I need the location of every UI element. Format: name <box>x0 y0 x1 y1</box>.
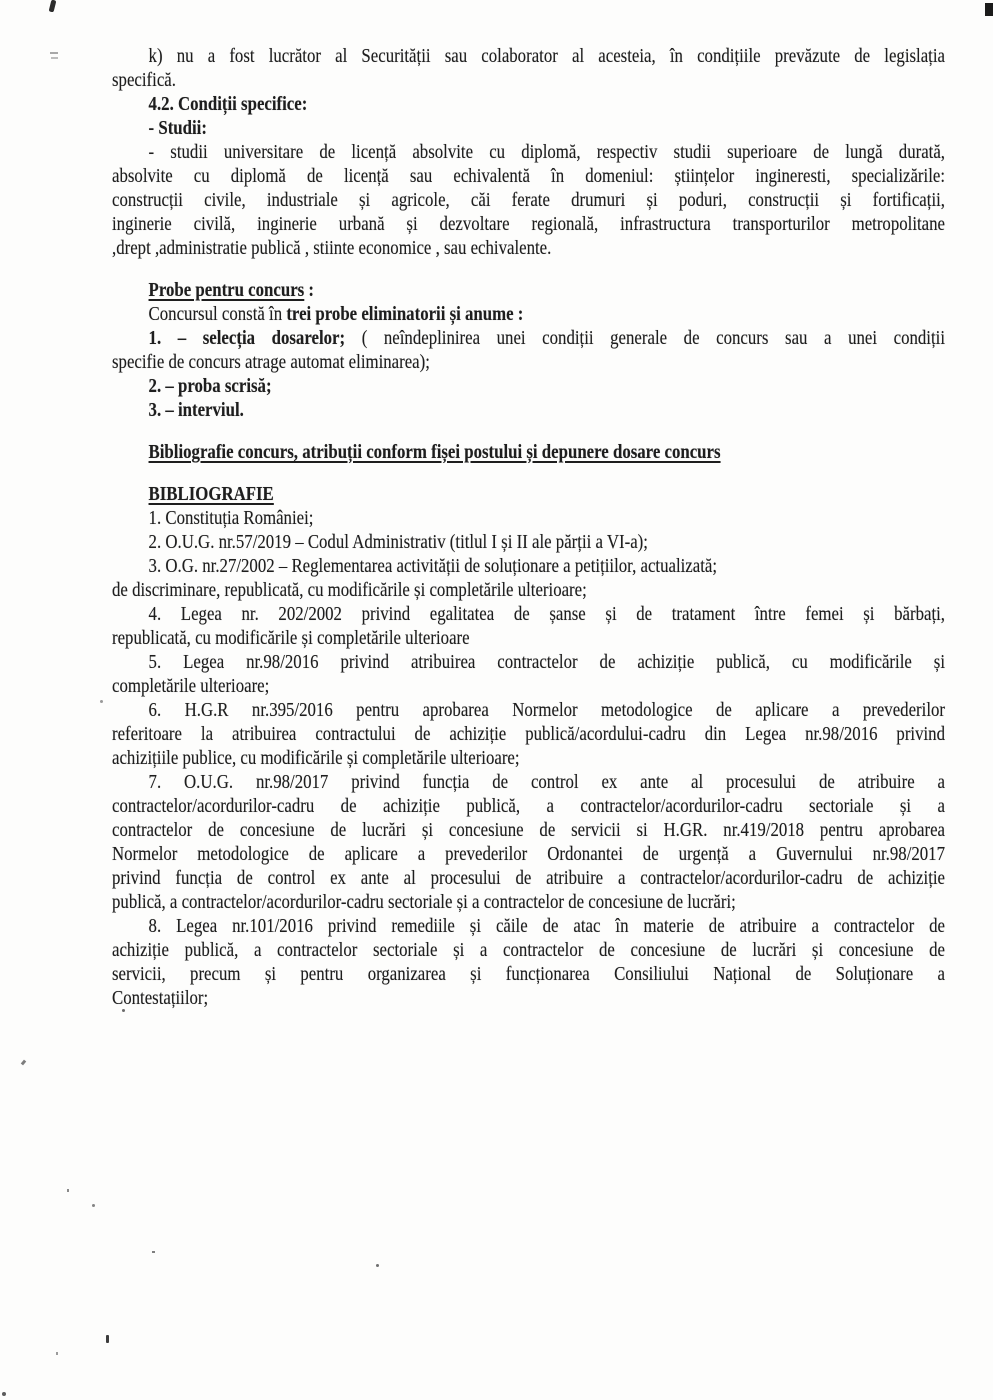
text-segment: 6. H.G.R nr.395/2016 pentru aprobarea Normelor metodologice de aplicare a prevederilor <box>148 699 946 721</box>
text-line <box>112 374 945 398</box>
text-segment: 4.2. Condiții specifice: <box>148 93 308 115</box>
edge-mark <box>985 3 993 16</box>
studii-details <box>112 140 945 260</box>
proba-selectia-dosarelor <box>112 326 945 374</box>
text-line <box>112 914 945 938</box>
text-segment: 8. Legea nr.101/2016 privind remediile și căile de atac în materie de atribuire a contractelor de <box>148 915 946 937</box>
bib-item-5 <box>112 650 945 698</box>
scan-speckle <box>21 1060 27 1066</box>
text-line <box>112 440 945 464</box>
text-segment: ,drept ,administratie publică , stiinte economice , sau echivalente. <box>112 237 552 259</box>
text-segment: contractelor/acordurilor-cadru de achiziție publică, a contractelor/acordurilor-cadru sectoriale și a <box>112 795 945 817</box>
text-segment: specifie de concurs atrage automat eliminarea); <box>112 351 430 373</box>
text-segment: 3. O.G. nr.27/2002 – Reglementarea activității de soluționare a petițiilor, actualizată; <box>148 555 718 577</box>
text-line <box>112 818 945 842</box>
bib-item-3 <box>112 554 945 578</box>
text-segment: de discriminare, republicată, cu modificările și completările ulterioare; <box>112 579 587 601</box>
scan-speckle <box>122 1009 125 1012</box>
scan-smudge <box>50 52 58 54</box>
text-line <box>112 326 945 350</box>
text-segment: privind funcția de control ex ante al procesului de atribuire a contractelor/acordurilor-cadru de achiziție <box>112 867 945 889</box>
text-segment: - studii universitare de licență absolvite cu diplomă, respectiv studii superioare de lungă durată, <box>148 141 946 163</box>
text-line <box>112 278 945 302</box>
bib-item-1 <box>112 506 945 530</box>
blank-line <box>112 260 945 278</box>
text-line <box>112 746 945 770</box>
text-line <box>112 602 945 626</box>
text-line <box>112 398 945 422</box>
text-line <box>112 506 945 530</box>
text-segment: - Studii: <box>148 117 207 139</box>
pen-mark <box>49 0 57 12</box>
text-line <box>112 164 945 188</box>
text-line <box>112 962 945 986</box>
text-line <box>112 140 945 164</box>
text-line <box>112 722 945 746</box>
text-line <box>112 554 945 578</box>
text-segment: Concursul constă în <box>148 303 287 325</box>
text-segment: 5. Legea nr.98/2016 privind atribuirea contractelor de achiziție publică, cu modificările și <box>148 651 946 673</box>
text-line <box>112 116 945 140</box>
heading-studii <box>112 116 945 140</box>
text-segment: completările ulterioare; <box>112 675 270 697</box>
text-segment: Contestațiilor; <box>112 987 209 1009</box>
text-segment: inginerie civilă, inginerie urbană și dezvoltare regională, infrastructura transporturilor metropolitane <box>112 213 945 235</box>
scan-speckle <box>152 1251 155 1253</box>
text-segment: ( neîndeplinirea unei condiții generale de concurs sau a unei condiții <box>345 327 945 349</box>
text-segment: Probe pentru concurs <box>148 279 305 301</box>
text-line <box>112 770 945 794</box>
text-line <box>112 674 945 698</box>
text-line <box>112 302 945 326</box>
text-line <box>112 842 945 866</box>
document-body <box>112 44 945 1010</box>
text-line <box>112 626 945 650</box>
text-segment: achiziție publică, a contractelor sectoriale și a contractelor de concesiune de lucrări și concesiune de <box>112 939 945 961</box>
scan-speckle <box>106 1335 109 1343</box>
text-segment: : <box>304 279 315 301</box>
text-segment: 1. Constituția României; <box>148 507 314 529</box>
heading-bibliografie-concurs <box>112 440 945 464</box>
scan-speckle <box>100 700 103 703</box>
text-segment: trei probe eliminatorii și anume : <box>286 303 524 325</box>
bib-item-2 <box>112 530 945 554</box>
scan-smudge <box>51 57 58 59</box>
probe-intro <box>112 302 945 326</box>
bib-item-3-continuare <box>112 578 945 602</box>
scan-speckle <box>376 1264 379 1267</box>
text-line <box>112 212 945 236</box>
scan-speckle <box>92 1204 95 1207</box>
clause-k <box>112 44 945 92</box>
text-segment: publică, a contractelor/acordurilor-cadru sectoriale și a contractelor de concesiune de lucrări; <box>112 891 736 913</box>
text-line <box>112 578 945 602</box>
text-segment: absolvite cu diplomă de licență sau echivalentă în domeniul: științelor ingineresti, specializările: <box>112 165 945 187</box>
blank-line <box>112 422 945 440</box>
text-line <box>112 938 945 962</box>
text-segment: BIBLIOGRAFIE <box>148 483 274 505</box>
text-line <box>112 698 945 722</box>
text-segment: 2. O.U.G. nr.57/2019 – Codul Administrativ (titlul I și II ale părții a VI-a); <box>148 531 648 553</box>
heading-probe-concurs <box>112 278 945 302</box>
bib-item-6 <box>112 698 945 770</box>
text-line <box>112 68 945 92</box>
bib-item-8 <box>112 914 945 1010</box>
text-segment: construcții civile, industriale și agricole, căi ferate drumuri și poduri, construcții și fortificații, <box>112 189 945 211</box>
text-line <box>112 794 945 818</box>
text-segment: 4. Legea nr. 202/2002 privind egalitatea de șanse și de tratament între femei și bărbați, <box>148 603 946 625</box>
text-line <box>112 350 945 374</box>
text-segment: referitoare la atribuirea contractului de achiziție publică/acordului-cadru din Legea nr.98/2016 privind <box>112 723 945 745</box>
text-segment: 1. – selecția dosarelor; <box>148 327 346 349</box>
text-segment: republicată, cu modificările și completările ulterioare <box>112 627 470 649</box>
text-line <box>112 236 945 260</box>
scan-speckle <box>56 1352 58 1355</box>
bib-item-4 <box>112 602 945 650</box>
text-line <box>112 188 945 212</box>
scan-speckle <box>2 1392 6 1396</box>
scan-speckle <box>67 1189 69 1192</box>
bib-item-7 <box>112 770 945 914</box>
text-segment: specifică. <box>112 69 176 91</box>
heading-bibliografie <box>112 482 945 506</box>
text-segment: Bibliografie concurs, atribuții conform fișei postului și depunere dosare concurs <box>148 441 721 463</box>
text-line <box>112 650 945 674</box>
heading-conditii-specifice <box>112 92 945 116</box>
proba-scrisa <box>112 374 945 398</box>
text-line <box>112 44 945 68</box>
text-line <box>112 530 945 554</box>
text-line <box>112 866 945 890</box>
text-line <box>112 890 945 914</box>
text-segment: 7. O.U.G. nr.98/2017 privind funcția de control ex ante al procesului de atribuire a <box>148 771 946 793</box>
text-segment: Normelor metodologice de aplicare a prevederilor Ordonantei de urgență a Guvernului nr.98/2017 <box>112 843 945 865</box>
text-segment: k) nu a fost lucrător al Securității sau colaborator al acesteia, în condițiile prevăzute de legislația <box>148 45 946 67</box>
text-line <box>112 92 945 116</box>
text-segment: 2. – proba scrisă; <box>148 375 272 397</box>
proba-interviu <box>112 398 945 422</box>
text-line <box>112 482 945 506</box>
blank-line <box>112 464 945 482</box>
text-segment: 3. – interviul. <box>148 399 244 421</box>
text-segment: servicii, precum și pentru organizarea și funcționarea Consiliului Național de Soluționare a <box>112 963 945 985</box>
text-segment: contractelor de concesiune de lucrări și concesiune de servicii si H.GR. nr.419/2018 pentru aprobarea <box>112 819 945 841</box>
text-segment: achizițiile publice, cu modificările și completările ulterioare; <box>112 747 520 769</box>
text-line <box>112 986 945 1010</box>
